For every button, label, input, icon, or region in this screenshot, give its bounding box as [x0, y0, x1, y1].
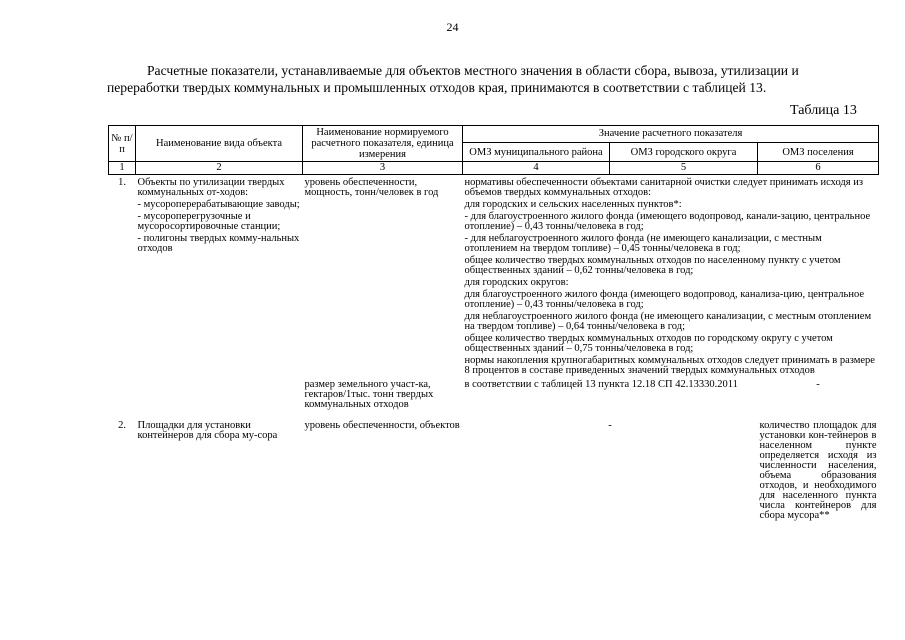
value-text: для городских округов: [464, 277, 569, 288]
value-cell: количество площадок для установки кон-тейнеров в населенном пункте определяется исходя из численности населения, объема образования отходов, и необходимого для населенного пункта числа контейнеров для сбора мусора** [759, 420, 877, 521]
indicator-table [108, 125, 879, 522]
row-number: 2. [118, 420, 126, 431]
intro-line-2: переработки твердых коммунальных и промышленных отходов края, принимаются в соответствии с таблицей 13. [107, 80, 767, 95]
row-number: 1. [118, 177, 126, 188]
header-indicator: Наименование нормируемого расчетного показателя, единица измерения [303, 126, 463, 162]
header-omz-p: ОМЗ поселения [758, 143, 879, 162]
col-number: 3 [303, 162, 463, 175]
col-number: 4 [463, 162, 610, 175]
indicator-cell: уровень обеспеченности, объектов [304, 420, 460, 431]
header-omz-go: ОМЗ городского округа [610, 143, 758, 162]
object-text: - мусороперегрузочные и мусоросортировочные станции; [137, 211, 281, 232]
value-cell: в соответствии с таблицей 13 пункта 12.18 СП 42.13330.2011 [464, 379, 738, 390]
header-num: № п/п [109, 126, 136, 162]
col-number: 2 [136, 162, 303, 175]
value-text: нормативы обеспеченности объектами санитарной очистки следует принимать исходя из объемов твердых коммунальных отходов: [464, 177, 863, 198]
header-omz-mr: ОМЗ муниципального района [463, 143, 610, 162]
empty-cell [136, 379, 303, 411]
column-numbers-row [109, 162, 879, 175]
value-text: общее количество твердых коммунальных отходов по населенному пункту с учетом общественных зданий – 0,62 тонны/человека в год; [464, 255, 841, 276]
value-dash: - [608, 420, 612, 431]
value-text: общее количество твердых коммунальных отходов по городскому округу с учетом общественных зданий – 0,75 тонны/человека в год; [464, 333, 833, 354]
empty-cell [109, 379, 136, 411]
value-text: - для неблагоустроенного жилого фонда (не имеющего канализации, с местным отоплением на твердом топливе) – 0,45 тонны/человека в год; [464, 233, 822, 254]
object-text: - полигоны твердых комму-нальных отходов [137, 233, 300, 254]
col-number: 1 [109, 162, 136, 175]
value-text: для благоустроенного жилого фонда (имеющего водопровод, канализа-цию, центральное отопление) – 0,43 тонны/человека в год; [464, 289, 864, 310]
table-row [109, 379, 879, 411]
value-text: для неблагоустроенного жилого фонда (не имеющего канализации, с местным отоплением на твердом топливе) – 0,64 тонны/человека в год; [464, 311, 872, 332]
header-object: Наименование вида объекта [136, 126, 303, 162]
value-text: - для благоустроенного жилого фонда (имеющего водопровод, канали-зацию, центральное отопление) – 0,43 тонны/человека в год; [464, 211, 871, 232]
indicator-cell: размер земельного участ-ка, гектаров/1тыс. тонн твердых коммунальных отходов [304, 379, 434, 410]
value-text: нормы накопления крупногабаритных коммунальных отходов следует принимать в размере 8 процентов в составе приведенных значений твердых коммунальных отходов [464, 355, 875, 376]
indicator-cell: уровень обеспеченности, мощность, тонн/человек в год [304, 177, 439, 198]
col-number: 5 [610, 162, 758, 175]
table-row [109, 175, 879, 380]
object-cell [136, 175, 303, 380]
header-value-group: Значение расчетного показателя [463, 126, 879, 143]
object-cell: Площадки для установки контейнеров для сбора му-сора [137, 420, 278, 441]
value-dash: - [816, 379, 820, 390]
table-row [109, 411, 879, 522]
object-text: - мусороперерабатывающие заводы; [137, 199, 300, 210]
page-number: 24 [446, 20, 459, 34]
object-text: Объекты по утилизации твердых коммунальных от-ходов: [137, 177, 285, 198]
intro-line-1: Расчетные показатели, устанавливаемые для объектов местного значения в области сбора, вывоза, утилизации и [147, 63, 799, 78]
value-cell [463, 175, 879, 380]
header-row-1 [109, 126, 879, 143]
col-number: 6 [758, 162, 879, 175]
table-caption: Таблица 13 [790, 103, 857, 118]
value-text: для городских и сельских населенных пунктов*: [464, 199, 682, 210]
